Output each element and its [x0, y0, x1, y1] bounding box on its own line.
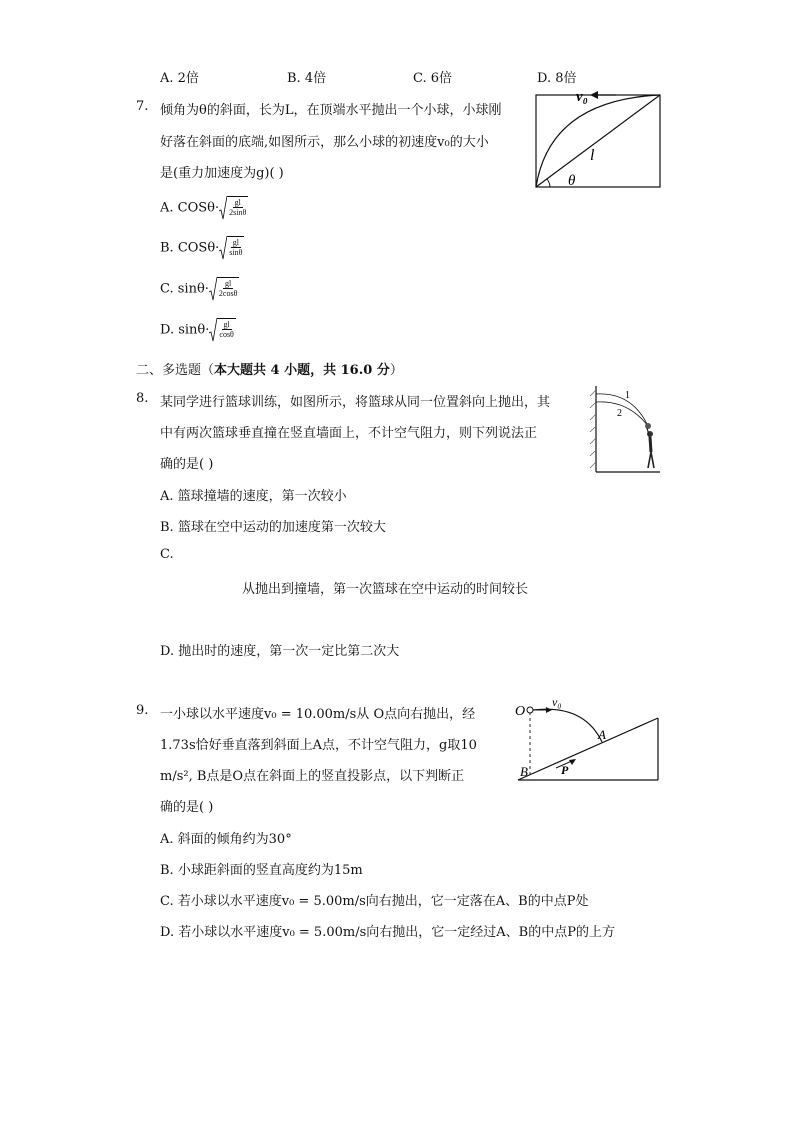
q7-incline-diagram — [530, 88, 664, 192]
section-heading — [136, 359, 403, 378]
fig-l-label: l — [590, 147, 595, 164]
q7-option-b-prefix: B. COSθ· — [160, 240, 220, 256]
q7-option-a-prefix: A. COSθ· — [160, 200, 220, 216]
player-figure-icon — [645, 423, 654, 468]
section-heading-prefix: 二、多选题（ — [136, 363, 215, 378]
q7-option-d — [160, 318, 236, 342]
fig-label-1: 1 — [625, 390, 630, 401]
q7-option-c-prefix: C. sinθ· — [160, 281, 209, 297]
q9-stem-line4: 确的是( ) — [160, 800, 214, 815]
q7-option-c — [160, 277, 239, 301]
q8-number: 8. — [136, 391, 149, 406]
q7-option-b — [160, 236, 244, 260]
sqrt-icon — [219, 236, 244, 260]
q7-option-b-numerator: gl — [232, 238, 239, 247]
q7-option-d-numerator: gl — [223, 320, 230, 329]
fig-theta-label: θ — [568, 173, 576, 189]
fig-b-label: B — [520, 764, 528, 779]
angle-arc — [547, 179, 550, 187]
q9-incline-diagram — [512, 694, 662, 786]
q7-option-a-numerator: gl — [234, 198, 241, 207]
q7-option-d-prefix: D. sinθ· — [160, 322, 210, 338]
trajectory-1 — [596, 394, 648, 426]
q8-stem-line1: 某同学进行篮球训练，如图所示，将篮球从同一位置斜向上抛出，其 — [160, 395, 551, 410]
sqrt-icon — [209, 277, 240, 301]
q6-option-a: A. 2倍 — [160, 71, 199, 86]
arrow-head-icon — [590, 91, 598, 99]
q8-option-a: A. 篮球撞墙的速度，第一次较小 — [160, 489, 347, 504]
fig-p-label: P — [561, 763, 569, 777]
q6-option-c: C. 6倍 — [413, 71, 453, 86]
q7-stem-line3: 是(重力加速度为g)( ) — [160, 166, 284, 181]
trajectory-2 — [596, 402, 648, 426]
q6-option-b: B. 4倍 — [287, 71, 327, 86]
q9-stem-line2: 1.73s恰好垂直落到斜面上A点，不计空气阻力，g取10 — [160, 738, 477, 753]
q7-option-d-denominator: cosθ — [219, 330, 234, 339]
q9-number: 9. — [136, 703, 149, 718]
incline-line — [518, 718, 658, 780]
q7-option-b-denominator: sinθ — [229, 248, 243, 257]
sqrt-icon — [219, 196, 248, 220]
q8-stem-line3: 确的是( ) — [160, 457, 214, 472]
q7-option-c-denominator: 2cosθ — [218, 289, 238, 298]
q9-stem-line3: m/s², B点是O点在斜面上的竖直投影点，以下判断正 — [160, 769, 465, 784]
section-heading-bold: 本大题共 4 小题，共 16.0 分 — [214, 363, 390, 378]
q7-stem-line2: 好落在斜面的底端,如图所示，那么小球的初速度v₀的大小 — [160, 135, 489, 150]
q8-basketball-diagram — [588, 382, 664, 476]
fig-o-label: O — [515, 704, 526, 719]
fig-v0-label: v₀ — [576, 89, 588, 105]
q6-option-d: D. 8倍 — [537, 71, 577, 86]
q9-option-b: B. 小球距斜面的竖直高度约为15m — [160, 863, 363, 878]
fig-label-2: 2 — [617, 408, 622, 419]
q8-option-d: D. 抛出时的速度，第一次一定比第二次大 — [160, 644, 400, 659]
q7-option-a — [160, 196, 248, 220]
fig-a-label: A — [598, 727, 606, 742]
fig-v0-label: v₀ — [552, 695, 562, 709]
q7-option-a-denominator: 2sinθ — [229, 208, 247, 217]
q8-stem-line2: 中有两次篮球垂直撞在竖直墙面上，不计空气阻力，则下列说法正 — [160, 426, 538, 441]
q9-option-a: A. 斜面的倾角约为30° — [160, 832, 292, 847]
ball-icon — [527, 707, 533, 713]
q8-option-c-label: C. — [160, 547, 174, 562]
section-heading-suffix: ） — [389, 363, 403, 378]
q7-number: 7. — [136, 99, 149, 114]
q9-option-d: D. 若小球以水平速度v₀ = 5.00m/s向右抛出，它一定经过A、B的中点P的上方 — [160, 925, 615, 940]
trajectory-curve — [533, 709, 602, 742]
q9-stem-line1: 一小球以水平速度v₀ = 10.00m/s从 O点向右抛出，经 — [160, 707, 476, 722]
q8-option-c-text: 从抛出到撞墙，第一次篮球在空中运动的时间较长 — [242, 582, 529, 597]
q9-option-c: C. 若小球以水平速度v₀ = 5.00m/s向右抛出，它一定落在A、B的中点P处 — [160, 894, 589, 909]
q8-option-b: B. 篮球在空中运动的加速度第一次较大 — [160, 520, 386, 535]
q7-option-c-numerator: gl — [225, 279, 232, 288]
sqrt-icon — [209, 318, 236, 342]
wall-hatching — [590, 390, 596, 468]
q7-stem-line1: 倾角为θ的斜面，长为L，在顶端水平抛出一个小球，小球刚 — [160, 103, 502, 118]
